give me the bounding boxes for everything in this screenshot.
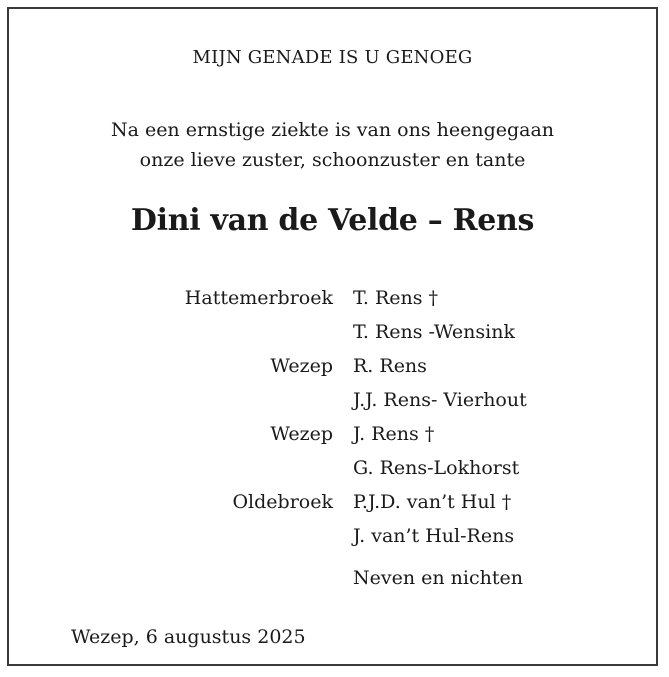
family-row [9, 519, 656, 553]
family-list [9, 281, 656, 553]
intro-line-2: onze lieve zuster, schoonzuster en tante [139, 149, 526, 171]
family-place: Wezep [270, 355, 333, 377]
family-place: Oldebroek [232, 491, 333, 513]
family-person: J. Rens † [353, 423, 435, 445]
intro-line-1: Na een ernstige ziekte is van ons heengegaan [110, 119, 555, 141]
family-person: T. Rens † [353, 287, 439, 309]
family-row [9, 349, 656, 383]
family-row [9, 417, 656, 451]
family-row [9, 383, 656, 417]
motto-heading: MIJN GENADE IS U GENOEG [192, 47, 473, 68]
family-place: Wezep [270, 423, 333, 445]
family-row [9, 281, 656, 315]
family-person: T. Rens -Wensink [353, 321, 515, 343]
family-person: J.J. Rens- Vierhout [353, 389, 527, 411]
family-person: R. Rens [353, 355, 427, 377]
family-row [9, 315, 656, 349]
place-date-line: Wezep, 6 augustus 2025 [71, 626, 306, 648]
intro-text [9, 115, 656, 175]
family-row [9, 485, 656, 519]
family-person: J. van’t Hul-Rens [353, 525, 515, 547]
deceased-name: Dini van de Velde – Rens [130, 203, 535, 238]
family-place: Hattemerbroek [184, 287, 333, 309]
extra-relatives: Neven en nichten [353, 567, 523, 589]
family-row [9, 451, 656, 485]
family-person: G. Rens-Lokhorst [353, 457, 520, 479]
announcement-card [7, 7, 658, 666]
family-person: P.J.D. van’t Hul † [353, 491, 512, 513]
